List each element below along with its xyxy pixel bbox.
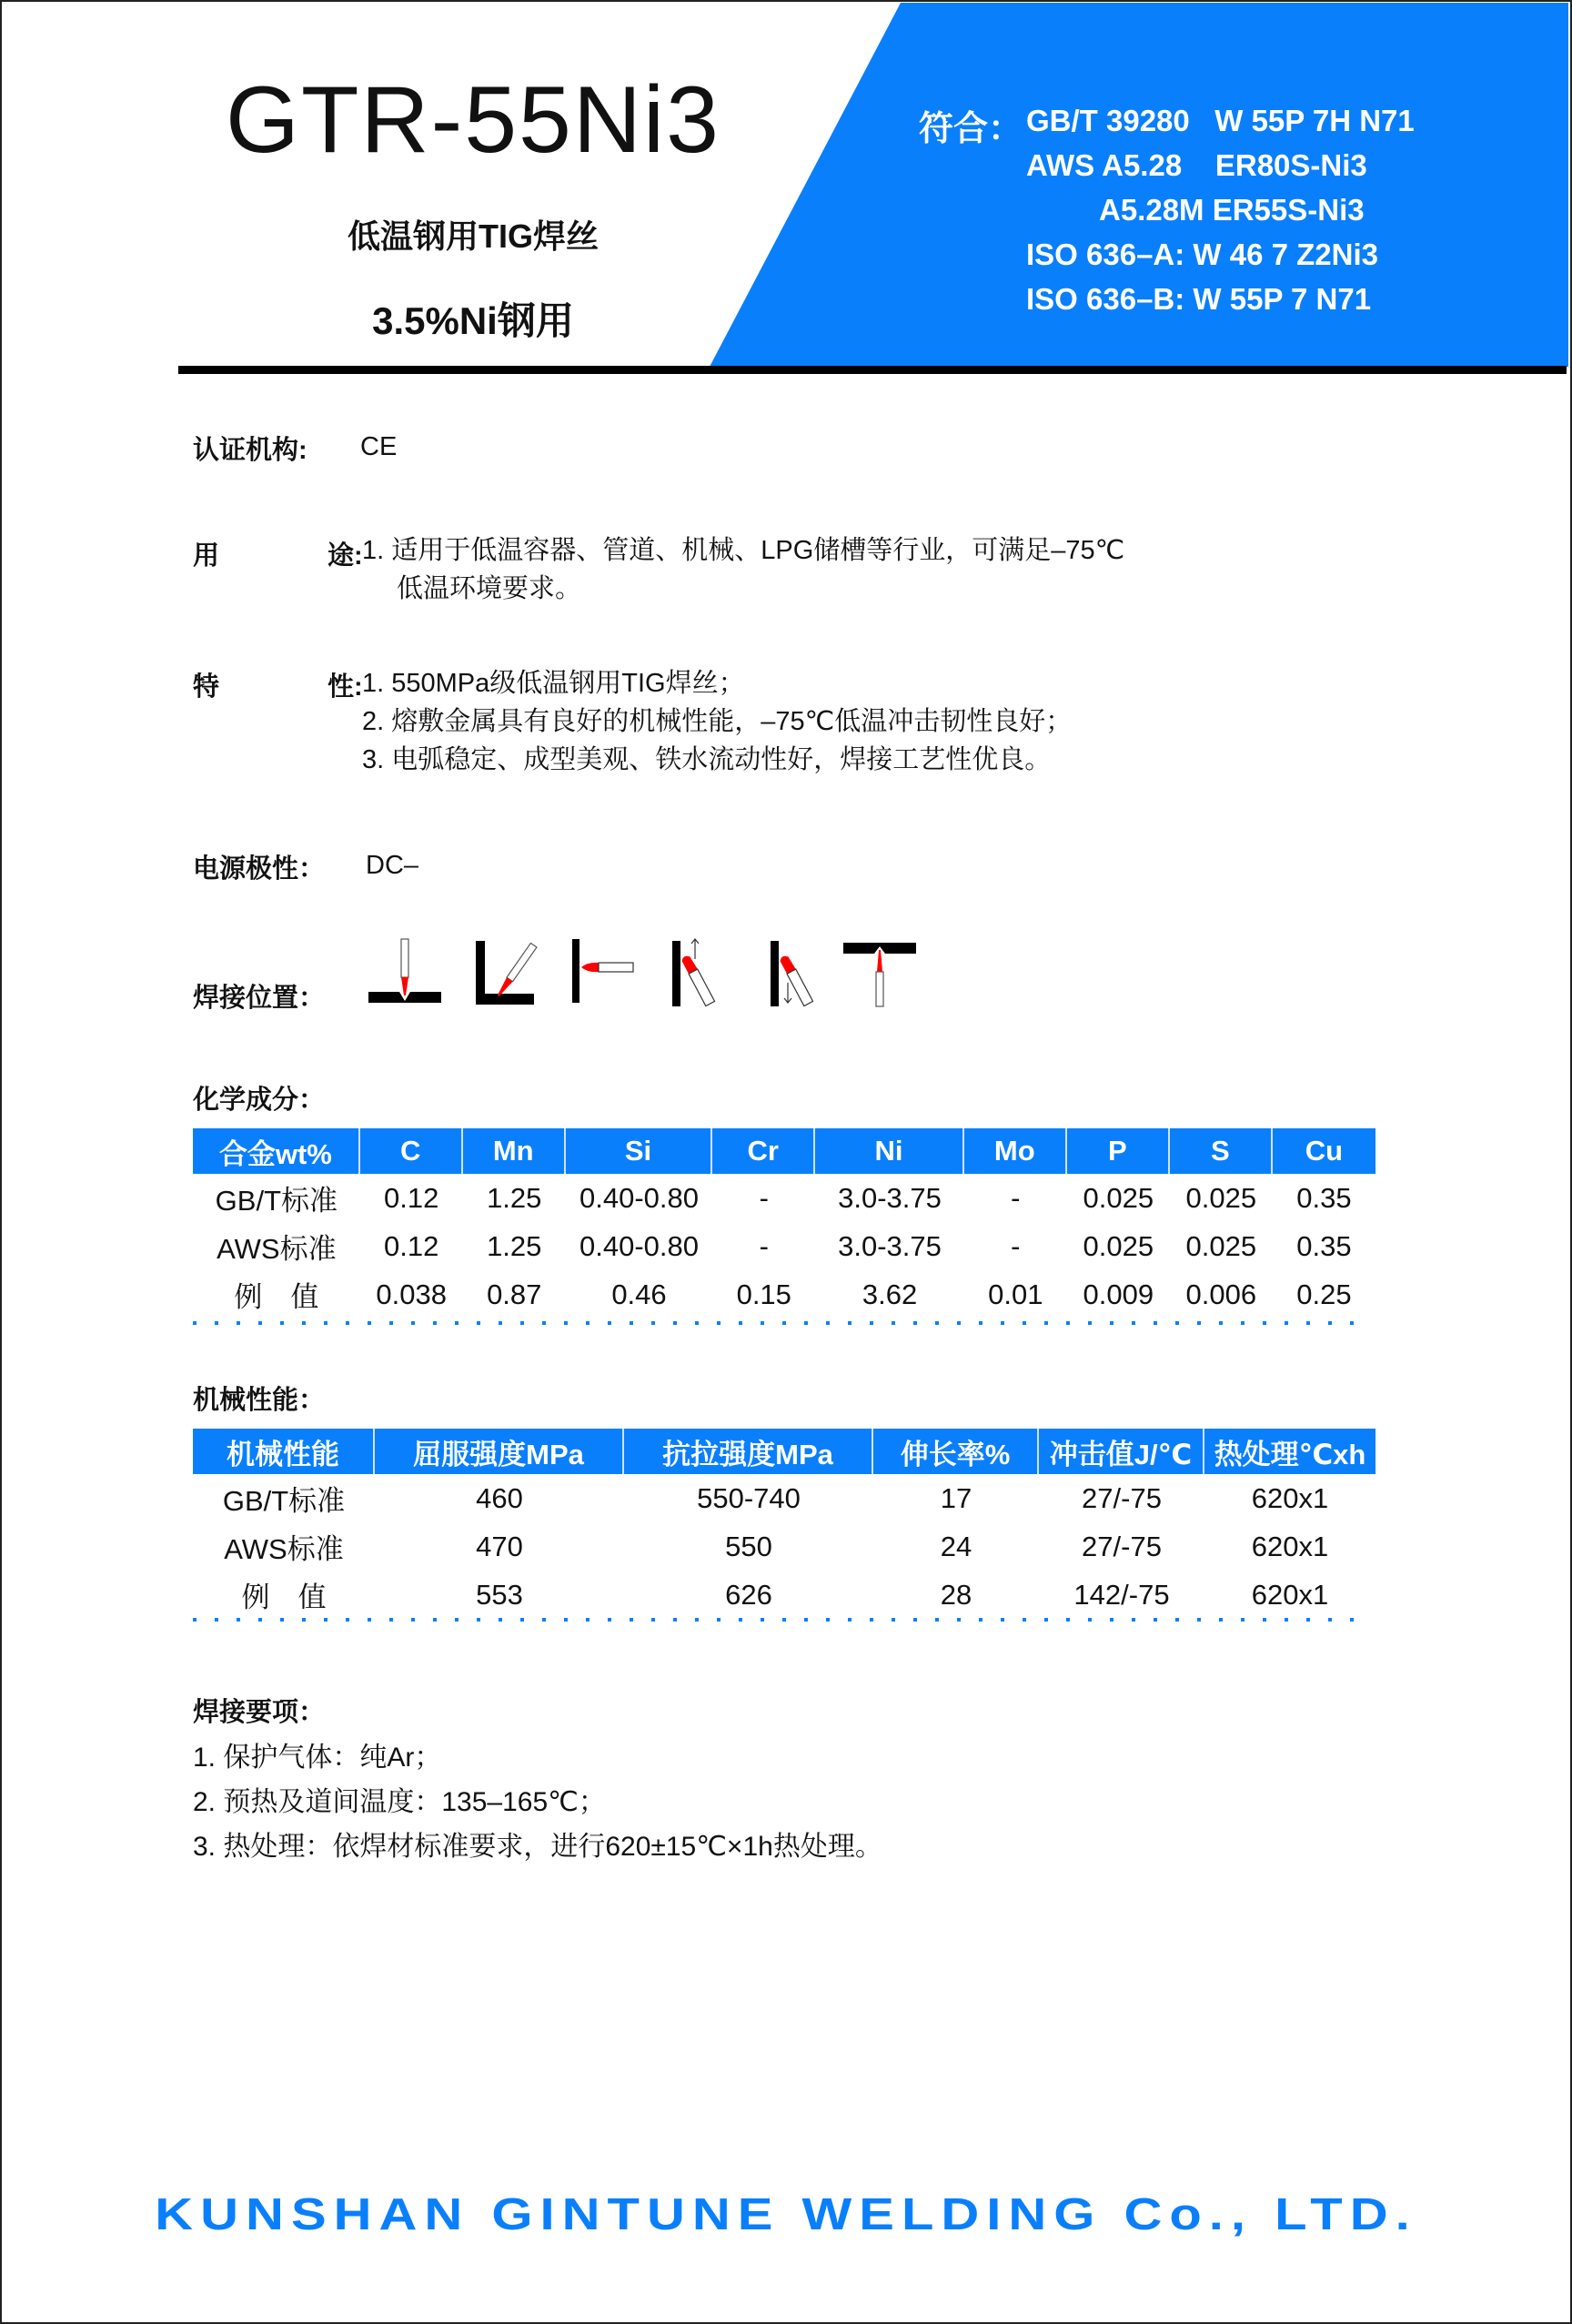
polarity-label: 电源极性： — [193, 854, 326, 884]
features-list — [362, 664, 1072, 779]
chem-cell: - — [759, 1229, 769, 1262]
usage-text — [362, 531, 1124, 608]
mechanical-table — [193, 1429, 1376, 1619]
chem-cell: 3.0-3.75 — [838, 1229, 942, 1262]
standard-aws: AWS A5.28 ER80S-Ni3 — [1026, 148, 1367, 182]
welding-note-item: 3. 热处理：依焊材标准要求，进行620±15℃×1h热处理。 — [193, 1832, 882, 1862]
usage-label-a: 用 — [193, 541, 220, 571]
features-label-a: 特 — [193, 672, 220, 702]
welding-notes — [193, 1691, 882, 1869]
mechanical-dotted-divider — [193, 1618, 1366, 1622]
standard-aws-metric: A5.28M ER55S-Ni3 — [1099, 193, 1365, 227]
chem-cell: 0.009 — [1083, 1278, 1154, 1310]
vertical-up-icon — [670, 937, 742, 1010]
welding-note-item: 1. 保护气体：纯Ar； — [193, 1743, 442, 1773]
horizontal-fillet-icon — [471, 937, 544, 1010]
chem-cell: 0.40-0.80 — [579, 1229, 699, 1262]
chem-cell: 1.25 — [487, 1229, 542, 1262]
chem-cell: - — [1011, 1181, 1021, 1214]
mech-cell: 550-740 — [697, 1481, 801, 1514]
mech-cell: 27/-75 — [1082, 1530, 1162, 1562]
product-subtitle: 低温钢用TIG焊丝 — [348, 217, 599, 255]
chem-header-cell: Ni — [815, 1128, 964, 1174]
overhead-position-icon — [839, 937, 921, 1010]
chem-cell: 0.038 — [376, 1278, 447, 1310]
mechanical-title: 机械性能： — [193, 1386, 326, 1415]
certification-value: CE — [360, 432, 398, 461]
mech-cell: 28 — [940, 1578, 972, 1611]
company-name-footer: KUNSHAN GINTUNE WELDING Co., LTD. — [155, 2188, 1417, 2240]
mech-cell: 17 — [940, 1481, 972, 1514]
chem-row — [193, 1270, 1376, 1319]
standard-iso-a: ISO 636–A: W 46 7 Z2Ni3 — [1026, 237, 1378, 271]
welding-notes-title: 焊接要项： — [193, 1698, 326, 1727]
mech-cell: 626 — [725, 1578, 772, 1611]
welding-position-label: 焊接位置： — [193, 984, 326, 1013]
mech-cell: 460 — [476, 1481, 523, 1514]
mech-header-cell: 热处理℃xh — [1204, 1429, 1376, 1474]
chem-cell: 0.01 — [988, 1278, 1043, 1310]
product-application: 3.5%Ni钢用 — [372, 299, 574, 342]
chem-header-cell: Si — [566, 1128, 712, 1174]
chem-header-cell: P — [1067, 1128, 1170, 1174]
mech-row — [193, 1571, 1376, 1619]
chem-cell: 0.87 — [487, 1278, 542, 1310]
vertical-down-icon — [768, 937, 841, 1010]
mech-row — [193, 1522, 1376, 1571]
features-label-b: 性: — [328, 672, 363, 702]
mech-header-cell: 冲击值J/℃ — [1039, 1429, 1204, 1474]
mech-header-cell: 机械性能 — [193, 1429, 375, 1474]
welding-note-item: 2. 预热及道间温度：135–165℃； — [193, 1787, 606, 1817]
chem-cell: 0.35 — [1296, 1181, 1352, 1214]
flat-position-icon — [364, 937, 446, 1010]
chem-header-cell: C — [360, 1128, 463, 1174]
chem-cell: 3.62 — [862, 1278, 918, 1310]
chem-cell: 0.35 — [1296, 1229, 1352, 1262]
mech-cell: 620x1 — [1251, 1481, 1329, 1514]
mech-cell: 550 — [725, 1530, 772, 1562]
chem-cell: 0.40-0.80 — [579, 1181, 699, 1214]
chem-cell: 3.0-3.75 — [838, 1181, 942, 1214]
usage-line: 1. 适用于低温容器、管道、机械、LPG储槽等行业，可满足–75℃ — [362, 536, 1125, 565]
chem-header-cell: S — [1170, 1128, 1273, 1174]
chem-row — [193, 1222, 1376, 1270]
chemistry-title: 化学成分： — [193, 1086, 326, 1115]
mech-cell: 142/-75 — [1073, 1578, 1170, 1611]
chem-cell: 0.12 — [384, 1229, 439, 1262]
product-title: GTR-55Ni3 — [226, 67, 720, 173]
usage-label — [193, 535, 363, 572]
mech-header-cell: 屈服强度MPa — [375, 1429, 624, 1474]
chemistry-table — [193, 1128, 1376, 1319]
chem-row-label: 例 值 — [234, 1281, 319, 1313]
polarity-value: DC– — [366, 851, 419, 880]
chem-cell: 1.25 — [487, 1181, 542, 1214]
mech-row — [193, 1474, 1376, 1522]
chem-cell: - — [759, 1181, 769, 1214]
chem-cell: 0.025 — [1185, 1181, 1257, 1214]
mech-header-cell: 抗拉强度MPa — [624, 1429, 873, 1474]
chemistry-header-row — [193, 1128, 1376, 1174]
chem-cell: - — [1011, 1229, 1021, 1262]
feature-item: 1. 550MPa级低温钢用TIG焊丝； — [362, 669, 745, 698]
chem-cell: 0.025 — [1185, 1229, 1257, 1262]
chem-header-cell: 合金wt% — [193, 1128, 360, 1174]
feature-item: 3. 电弧稳定、成型美观、铁水流动性好，焊接工艺性优良。 — [362, 745, 1052, 775]
mech-cell: 620x1 — [1251, 1530, 1329, 1562]
mech-row-label: 例 值 — [241, 1581, 327, 1613]
certification-label: 认证机构: — [193, 436, 307, 465]
chem-cell: 0.025 — [1083, 1181, 1154, 1214]
chem-header-cell: Mn — [463, 1128, 566, 1174]
mech-cell: 553 — [476, 1578, 523, 1611]
mechanical-header-row — [193, 1429, 1376, 1474]
mech-cell: 27/-75 — [1082, 1481, 1162, 1514]
mech-cell: 620x1 — [1251, 1578, 1329, 1611]
chem-cell: 0.006 — [1185, 1278, 1257, 1310]
chem-cell: 0.46 — [611, 1278, 667, 1310]
chem-header-cell: Mo — [964, 1128, 1067, 1174]
standard-gbt: GB/T 39280 W 55P 7H N71 — [1026, 104, 1415, 137]
mech-row-label: GB/T标准 — [222, 1485, 346, 1517]
header-divider-bar — [178, 366, 1567, 374]
chem-row — [193, 1174, 1376, 1222]
chem-cell: 0.25 — [1296, 1278, 1352, 1310]
chemistry-dotted-divider — [193, 1321, 1366, 1325]
horizontal-position-icon — [569, 937, 642, 1010]
usage-label-b: 途: — [328, 541, 363, 571]
standard-iso-b: ISO 636–B: W 55P 7 N71 — [1026, 282, 1372, 316]
mech-cell: 24 — [940, 1530, 972, 1562]
conformity-label: 符合： — [919, 110, 1023, 148]
features-label — [193, 666, 363, 703]
feature-item: 2. 熔敷金属具有良好的机械性能，–75℃低温冲击韧性良好； — [362, 707, 1073, 737]
chem-header-cell: Cu — [1273, 1128, 1376, 1174]
mech-cell: 470 — [476, 1530, 523, 1562]
chem-header-cell: Cr — [712, 1128, 815, 1174]
mech-header-cell: 伸长率% — [873, 1429, 1039, 1474]
chem-cell: 0.025 — [1083, 1229, 1154, 1262]
chem-cell: 0.15 — [736, 1278, 791, 1310]
chem-row-label: AWS标准 — [217, 1233, 337, 1265]
mech-row-label: AWS标准 — [224, 1533, 344, 1565]
usage-line: 低温环境要求。 — [397, 574, 582, 604]
chem-cell: 0.12 — [384, 1181, 439, 1214]
chem-row-label: GB/T标准 — [215, 1185, 338, 1217]
